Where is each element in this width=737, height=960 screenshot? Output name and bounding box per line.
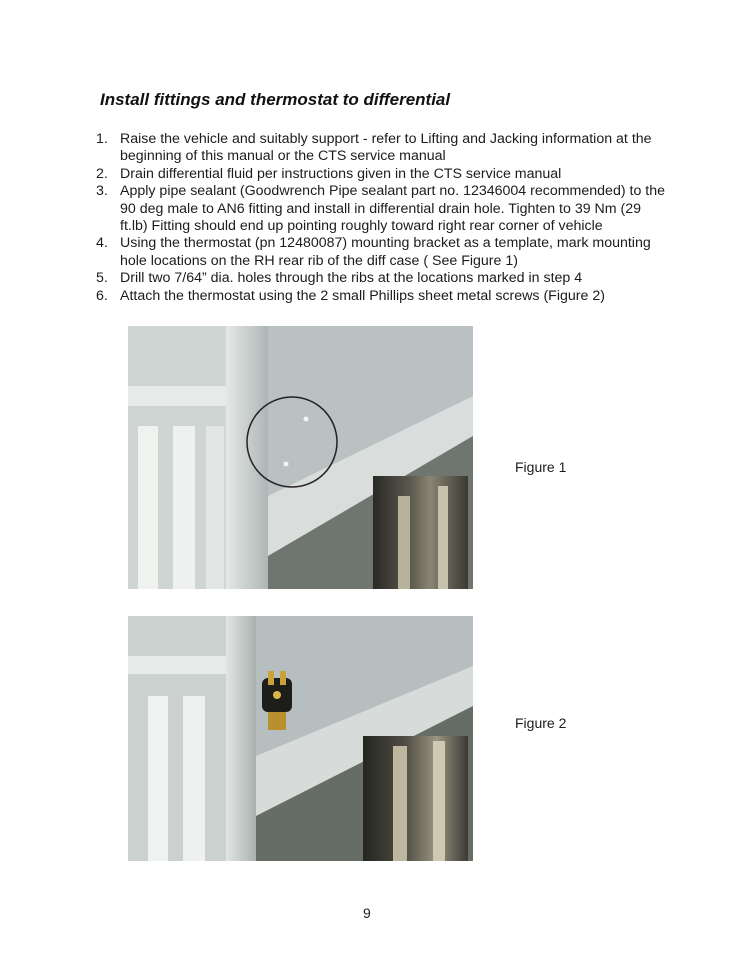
figure-caption: Figure 2	[515, 715, 567, 731]
step-number: 4.	[96, 235, 108, 252]
list-item	[96, 270, 666, 287]
step-text: Drill two 7/64” dia. holes through the ribs at the locations marked in step 4	[120, 270, 583, 287]
step-text: Using the thermostat (pn 12480087) mounting bracket as a template, mark mounting hole locations on the RH rear rib of the diff case ( See Figure 1)	[120, 235, 651, 269]
section-heading: Install fittings and thermostat to differential	[100, 90, 451, 109]
step-text: Attach the thermostat using the 2 small Phillips sheet metal screws (Figure 2)	[120, 287, 605, 304]
list-item	[96, 183, 666, 235]
step-number: 2.	[96, 165, 108, 182]
list-item	[96, 131, 666, 166]
list-item	[96, 166, 666, 183]
step-text: Raise the vehicle and suitably support - refer to Lifting and Jacking information at the beginning of this manual or the CTS service manual	[120, 131, 652, 165]
step-text: Drain differential fluid per instructions given in the CTS service manual	[120, 165, 562, 182]
instruction-list	[96, 131, 666, 305]
step-number: 5.	[96, 270, 108, 287]
page-number: 9	[363, 905, 371, 921]
list-item	[96, 288, 666, 305]
figure-caption: Figure 1	[515, 459, 567, 475]
step-number: 3.	[96, 183, 108, 200]
step-text: Apply pipe sealant (Goodwrench Pipe sealant part no. 12346004 recommended) to the 90 deg male to AN6 fitting and install in differential drain hole. Tighten to 39 Nm (29 ft.lb) Fitting should end up pointing roughly toward right rear corner of vehicle	[120, 183, 665, 235]
figure-1-photo	[128, 326, 473, 589]
list-item	[96, 235, 666, 270]
figure-2-photo	[128, 616, 473, 861]
step-number: 6.	[96, 287, 108, 304]
step-number: 1.	[96, 131, 108, 147]
